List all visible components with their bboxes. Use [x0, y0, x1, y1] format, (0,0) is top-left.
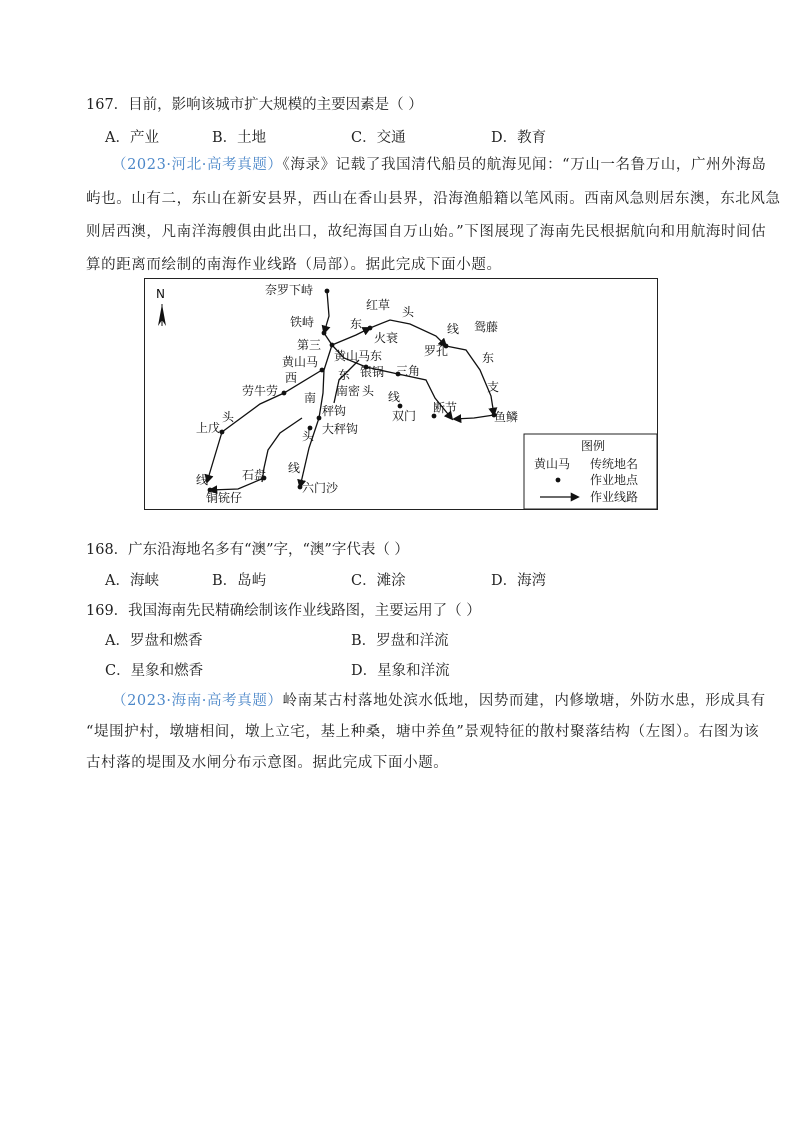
place-tongxingzai: 铜铳仔 — [206, 491, 243, 505]
route-word-dong2: 东 — [482, 351, 495, 365]
q169-option-b[interactable]: B．罗盘和洋流 — [351, 633, 449, 649]
route-word-dong1: 东 — [350, 317, 363, 331]
place-laoniulao: 劳牛劳 — [242, 384, 279, 398]
q168-option-a[interactable]: A．海峡 — [105, 573, 159, 589]
legend-title: 图例 — [581, 439, 606, 453]
place-chenggou: 秤钩 — [322, 404, 347, 418]
passage1-line1-text: 《海录》记载了我国清代船员的航海见闻：“万山一名鲁万山，广州外海岛 — [282, 157, 767, 173]
passage2-source: （2023·海南·高考真题） — [112, 693, 283, 709]
passage2-line3: 古村落的堤围及水闸分布示意图。据此完成下面小题。 — [86, 755, 449, 771]
place-hongcao: 红草 — [366, 298, 391, 312]
q167-stem: 167．目前，影响该城市扩大规模的主要因素是（ ） — [86, 97, 423, 113]
legend-route-desc: 作业线路 — [590, 490, 639, 504]
place-sanjiao: 三角 — [396, 364, 421, 378]
passage1-line1 — [112, 155, 767, 175]
legend-point-desc: 作业地点 — [590, 473, 639, 487]
place-huangshanmadong: 黄山马东 — [334, 349, 383, 363]
place-duanjie: 断节 — [433, 401, 458, 415]
route-word-tou3: 头 — [222, 410, 235, 424]
legend-point-icon — [556, 478, 561, 483]
place-dachenggou: 大秤钩 — [322, 422, 359, 436]
place-liumensha: 六门沙 — [302, 481, 339, 495]
q169-option-d[interactable]: D．星象和洋流 — [351, 663, 450, 679]
passage2-line2: “堤围护村，墩塘相间，墩上立宅，基上种桑，塘中养鱼”景观特征的散村聚落结构（左图）。右图为该 — [86, 724, 760, 740]
q168-option-d[interactable]: D．海湾 — [491, 573, 547, 589]
q167-option-d[interactable]: D．教育 — [491, 130, 547, 146]
place-nanmi: 南密 — [336, 384, 361, 398]
route-word-dong3: 东 — [338, 368, 351, 382]
route-word-tou2: 头 — [362, 384, 375, 398]
place-luokong: 罗孔 — [424, 344, 449, 358]
q169-option-a[interactable]: A．罗盘和燃香 — [105, 633, 203, 649]
map-legend — [524, 434, 657, 509]
route-word-tou4: 头 — [302, 429, 315, 443]
route-word-xian2: 线 — [388, 390, 401, 404]
q169-option-c[interactable]: C．星象和燃香 — [105, 663, 204, 679]
q169-stem: 169．我国海南先民精确绘制该作业线路图，主要运用了（ ） — [86, 603, 481, 619]
passage2-line1-text: 岭南某古村落地处滨水低地，因势而建，内修墩塘，外防水患，形成具有 — [282, 693, 766, 709]
route-word-tou1: 头 — [402, 305, 415, 319]
passage1-line3: 则居西澳，凡南洋海艘俱由此出口，故纪海国自万山始。”下图展现了海南先民根据航向和用航海时间估 — [86, 224, 767, 240]
q167-option-c[interactable]: C．交通 — [351, 130, 406, 146]
place-tieshi: 铁峙 — [290, 315, 315, 329]
place-yulin: 鱼鳞 — [494, 410, 519, 424]
place-shuangmen: 双门 — [392, 409, 417, 423]
q168-stem: 168．广东沿海地名多有“澳”字，“澳”字代表（ ） — [86, 542, 409, 558]
place-huangshanma: 黄山马 — [282, 355, 319, 369]
passage2-line1 — [112, 691, 766, 711]
legend-name-desc: 传统地名 — [590, 457, 639, 471]
route-map-figure — [144, 278, 658, 510]
q168-option-b[interactable]: B．岛屿 — [212, 573, 267, 589]
route-word-xian4: 线 — [288, 461, 301, 475]
route-word-xi: 西 — [285, 371, 298, 385]
passage1-line2: 屿也。山有二，东山在新安县界，西山在香山县界，沿海渔船籍以笔风雨。西南风急则居东澳，东北风急 — [86, 191, 781, 207]
north-label: N — [156, 287, 165, 301]
legend-sample-name: 黄山马 — [534, 457, 571, 471]
place-nailuo: 奈罗下峙 — [265, 283, 314, 297]
route-word-xian3: 线 — [196, 473, 209, 487]
q168-option-c[interactable]: C．滩涂 — [351, 573, 406, 589]
route-word-nan: 南 — [304, 391, 317, 405]
route-word-xian1: 线 — [447, 322, 460, 336]
q167-option-b[interactable]: B．土地 — [212, 130, 267, 146]
passage1-source: （2023·河北·高考真题） — [112, 157, 283, 173]
place-yinguo: 银锅 — [360, 365, 385, 379]
place-shipan: 石盘 — [242, 468, 267, 482]
place-shangwu: 上戊 — [196, 421, 221, 435]
q167-option-a[interactable]: A．产业 — [105, 130, 159, 146]
place-disan: 第三 — [297, 338, 322, 352]
place-kuiteng: 鸳藤 — [474, 320, 499, 334]
route-word-zhi: 支 — [487, 380, 500, 394]
place-huoshuai: 火衰 — [374, 331, 399, 345]
passage1-line4: 算的距离而绘制的南海作业线路（局部）。据此完成下面小题。 — [86, 257, 502, 273]
